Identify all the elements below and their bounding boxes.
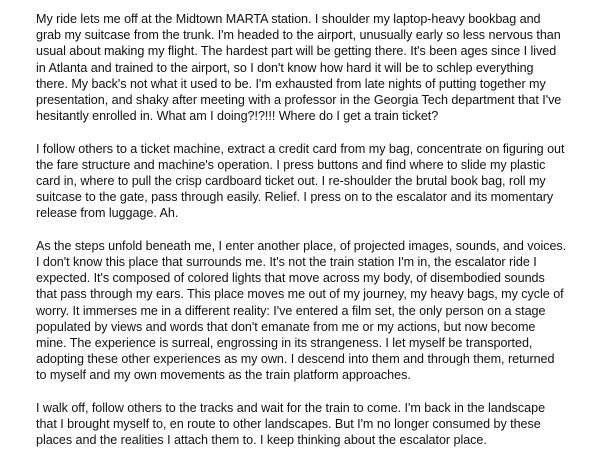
text-line: I follow others to a ticket machine, extract a credit card from my bag, concentrate on figuring out	[36, 141, 565, 156]
text-line: mine. The experience is surreal, engrossing in its strangeness. I let myself be transported,	[36, 336, 533, 351]
text-line: As the steps unfold beneath me, I enter another place, of projected images, sounds, and voices.	[36, 238, 567, 253]
text-line: hesitantly enrolled in. What am I doing?!?!!! Where do I get a train ticket?	[36, 109, 439, 124]
text-line: places and the realities I attach them to. I keep thinking about the escalator place.	[36, 433, 487, 448]
text-line: My ride lets me off at the Midtown MARTA station. I shoulder my laptop-heavy bookbag and	[36, 12, 541, 26]
paragraph-1	[36, 11, 576, 124]
text-line: adopting these other experiences as my own. I descend into them and through them, returned	[36, 352, 555, 367]
text-line: there. My back's not what it used to be. I'm exhausted from late nights of putting together my	[36, 76, 546, 91]
document-body	[36, 11, 576, 465]
text-line: to myself and my own movements as the train platform approaches.	[36, 368, 411, 383]
text-line: suitcase to the gate, pass through easily. Relief. I press on to the escalator and its momentary	[36, 190, 554, 205]
paragraph-3	[36, 238, 576, 384]
text-line: that pass through my ears. This place moves me out of my journey, my heavy bags, my cycle of	[36, 287, 564, 302]
paragraph-4	[36, 400, 576, 449]
text-line: worry. It immerses me in a different reality: I've entered a film set, the only person on a stage	[36, 303, 546, 318]
paragraph-2	[36, 141, 576, 222]
text-line: usual about making my flight. The hardest part will be getting there. It's been ages since I lived	[36, 44, 557, 59]
text-line: I walk off, follow others to the tracks and wait for the train to come. I'm back in the landscape	[36, 400, 546, 415]
text-line: that I brought myself to, en route to other landscapes. But I'm no longer consumed by these	[36, 417, 541, 432]
text-line: card in, where to pull the crisp cardboard ticket out. I re-shoulder the brutal book bag, roll my	[36, 174, 546, 189]
text-line: the fare structure and machine's operation. I press buttons and find where to slide my plastic	[36, 157, 546, 172]
text-line: in Atlanta and trained to the airport, so I don't know how hard it will be to schlep everything	[36, 60, 534, 75]
text-line: expected. It's composed of colored lights that move across my body, of disembodied sounds	[36, 271, 545, 286]
text-line: presentation, and shaky after meeting with a professor in the Georgia Tech department that I've	[36, 93, 562, 108]
text-line: grab my suitcase from the trunk. I'm headed to the airport, unusually early so less nervous than	[36, 28, 561, 43]
text-line: release from luggage. Ah.	[36, 206, 179, 221]
text-line: populated by views and words that don't emanate from me or my actions, but now become	[36, 319, 536, 334]
text-line: I don't know this place that surrounds me. It's not the train station I'm in, the escalator ride I	[36, 255, 537, 270]
